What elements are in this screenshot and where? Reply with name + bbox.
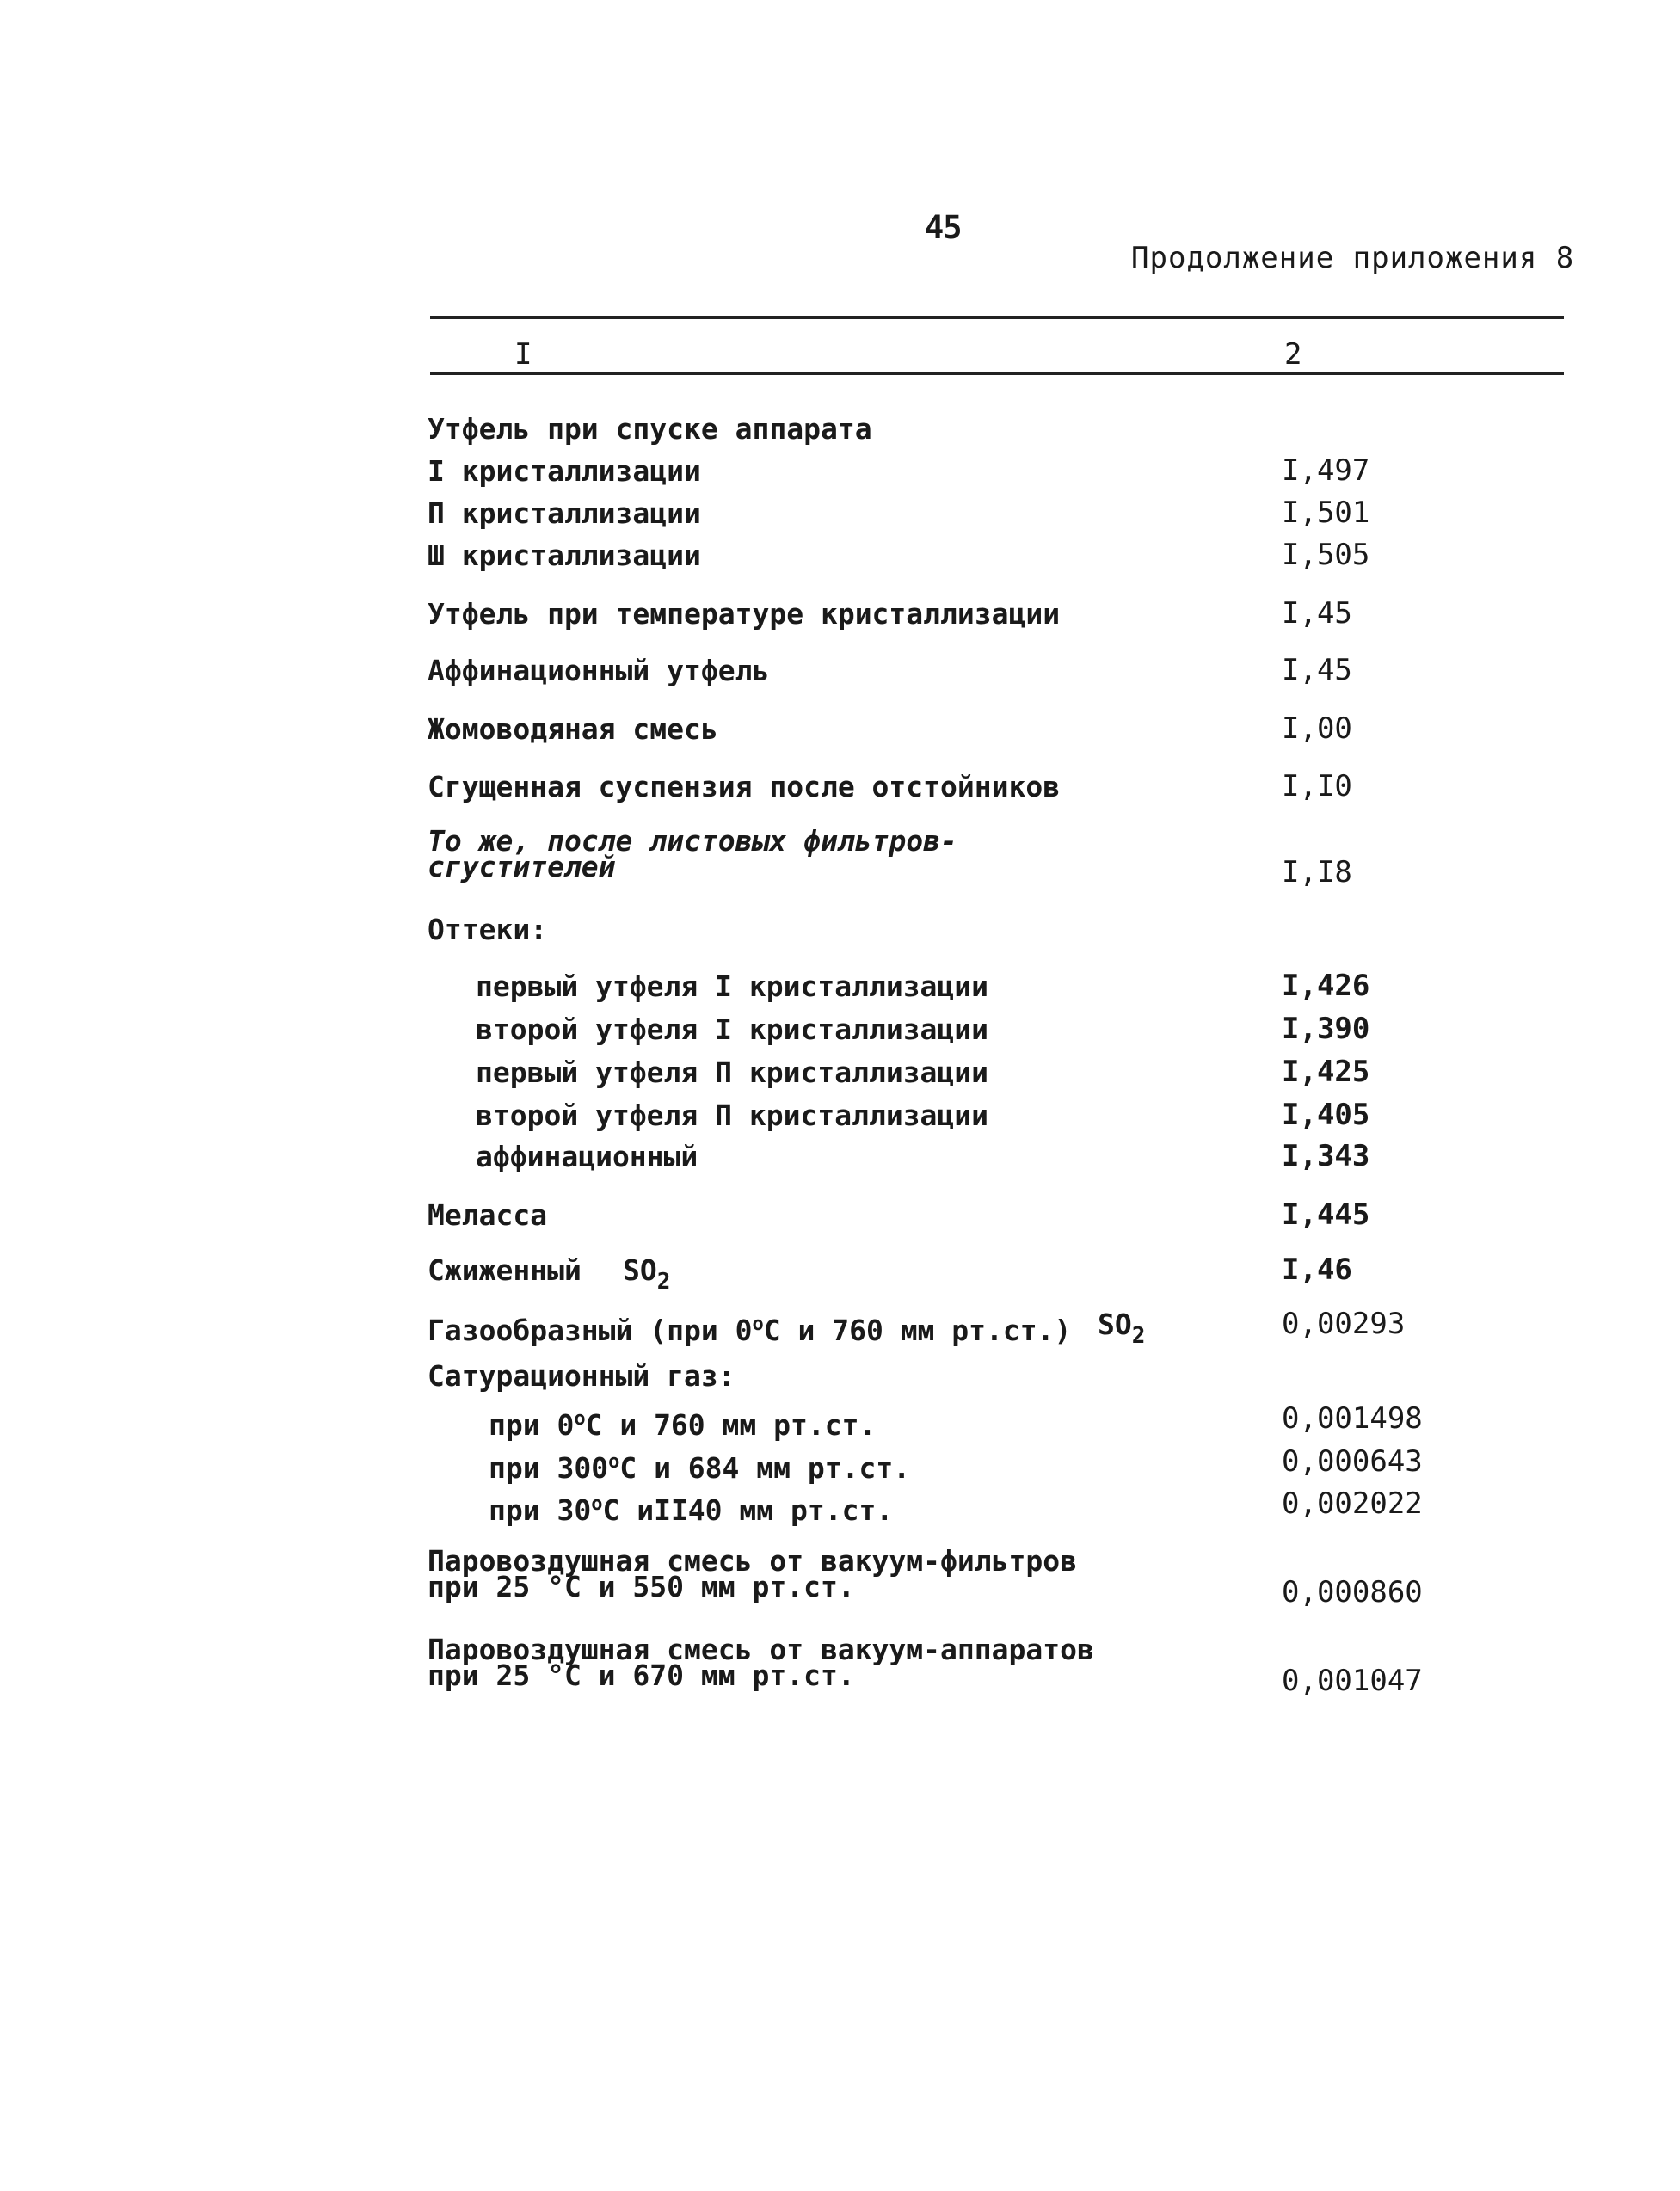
row-value: I,45 <box>1282 653 1352 687</box>
row-label: Оттеки: <box>428 913 548 946</box>
continuation-title: Продолжение приложения 8 <box>1131 241 1575 275</box>
row-label: первый утфеля П кристаллизации <box>476 1055 989 1089</box>
column-header-1: I <box>514 337 532 372</box>
row-value: I,00 <box>1282 711 1352 746</box>
row-value: I,46 <box>1282 1252 1352 1287</box>
row-label: Утфель при спуске аппарата <box>428 412 872 446</box>
row-value: I,I8 <box>1282 855 1352 889</box>
row-label: Сгущенная суспензия после отстойников <box>428 770 1061 803</box>
row-label: при $30^оС$ иII40 мм рт.ст. <box>489 1493 894 1527</box>
row-label: Паровоздушная смесь от вакуум-аппаратов при 25 °С и 670 мм рт.ст. <box>428 1633 1094 1692</box>
row-label: второй утфеля П кристаллизации <box>476 1099 989 1132</box>
row-value: I,343 <box>1282 1139 1370 1173</box>
row-label: первый утфеля I кристаллизации <box>476 969 989 1003</box>
row-value: I,426 <box>1282 969 1370 1003</box>
row-label: Паровоздушная смесь от вакуум-фильтров при 25 °С и 550 мм рт.ст. <box>428 1544 1077 1603</box>
row-value: 0,000643 <box>1282 1444 1423 1479</box>
row-value: I,497 <box>1282 453 1370 488</box>
row-value: 0,001498 <box>1282 1401 1423 1436</box>
row-label: аффинационный <box>476 1140 698 1173</box>
row-value: I,45 <box>1282 596 1352 631</box>
column-header-2: 2 <box>1284 337 1302 372</box>
row-label: второй утфеля I кристаллизации <box>476 1012 989 1046</box>
row-label: Аффинационный утфель <box>428 654 770 687</box>
row-value: I,I0 <box>1282 769 1352 803</box>
row-label: П кристаллизации <box>428 496 701 530</box>
row-value: 0,002022 <box>1282 1486 1423 1521</box>
row-value: I,405 <box>1282 1098 1370 1132</box>
row-value: 0,00293 <box>1282 1307 1406 1341</box>
row-label: при $300^оС$ и 684 мм рт.ст. <box>489 1451 911 1485</box>
row-formula: $SO_2$ <box>623 1253 671 1295</box>
row-label: Утфель при температуре кристаллизации <box>428 597 1061 631</box>
row-value: I,501 <box>1282 495 1370 530</box>
row-label: То же, после листовых фильтров- сгустителей <box>428 824 957 883</box>
row-label: I кристаллизации <box>428 454 701 488</box>
row-value: I,390 <box>1282 1012 1370 1046</box>
table-rule-top <box>430 316 1564 319</box>
row-label: Газообразный (при $0^оС$ и 760 мм рт.ст.) <box>428 1314 1072 1347</box>
row-label: Сжиженный <box>428 1253 582 1287</box>
row-value: I,505 <box>1282 538 1370 572</box>
row-value: 0,001047 <box>1282 1664 1423 1698</box>
row-label: Жомоводяная смесь <box>428 712 718 746</box>
row-value: I,425 <box>1282 1055 1370 1089</box>
row-value: 0,000860 <box>1282 1575 1423 1609</box>
row-label: Меласса <box>428 1198 548 1232</box>
table-rule-bottom <box>430 372 1564 375</box>
row-value: I,445 <box>1282 1197 1370 1232</box>
row-label: при $0^оС$ и 760 мм рт.ст. <box>489 1408 877 1442</box>
row-label: Ш кристаллизации <box>428 539 701 572</box>
row-label: Сатурационный газ: <box>428 1359 735 1393</box>
row-formula: $SO_2$ <box>1098 1308 1146 1349</box>
page-number: 45 <box>925 209 962 246</box>
